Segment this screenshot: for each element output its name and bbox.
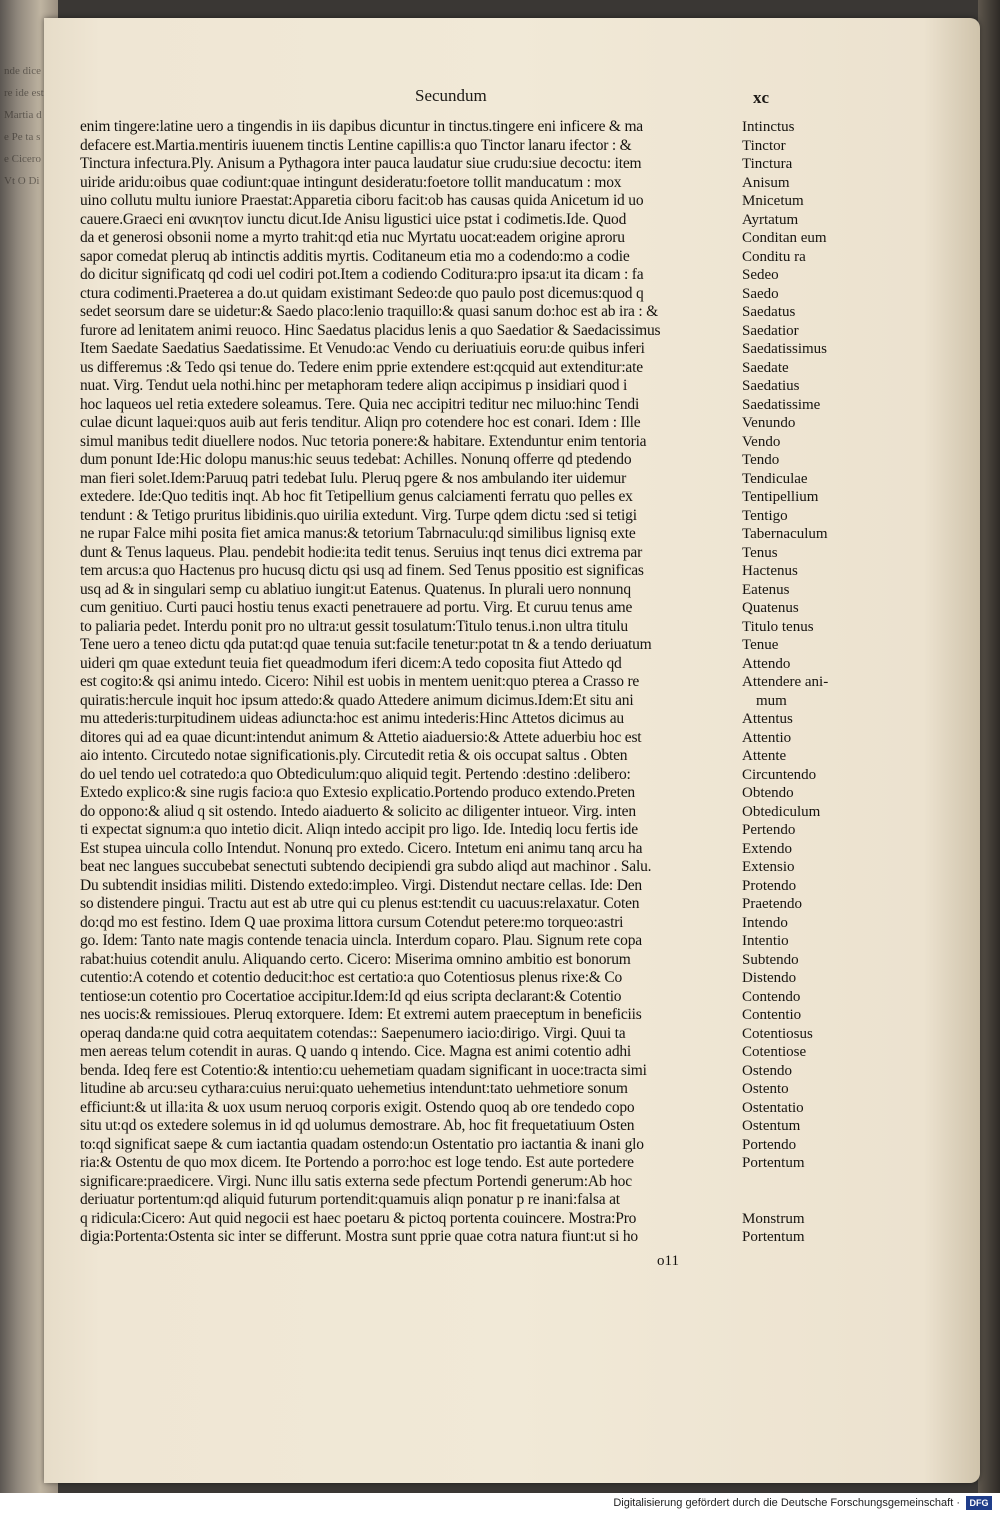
margin-note: Tabernaculum	[742, 526, 828, 542]
catchword: o11	[657, 1253, 679, 1269]
margin-note: Pertendo	[742, 822, 796, 838]
text-line: uiride aridu:oibus quae codiunt:quae intingunt desideratu:foetore tollit manducatum : mox	[80, 173, 622, 191]
margin-note: Anisum	[742, 174, 790, 191]
margin-note: Attente	[742, 748, 787, 764]
margin-spacer	[742, 1191, 882, 1210]
margin-note: Saedatissimus	[742, 341, 827, 357]
text-line: usq ad & in singulari semp cu ablatiuo iungit:ut Eatenus. Quatenus. In plurali uero nonnunq	[80, 580, 631, 598]
margin-note: Saedatissime	[742, 396, 821, 413]
margin-note: Ostentatio	[742, 1099, 804, 1116]
text-line: Extedo explico:& sine rugis facio:a quo Extesio explicatio.Portendo produco extendo.Preten	[80, 784, 635, 801]
text-line: quiratis:hercule inquit hoc ipsum attedo:& quado Attedere animum dicimus.Idem:Et situ ani	[80, 691, 634, 709]
margin-note: Attentus	[742, 711, 793, 727]
text-line: dum ponunt Ide:Hic dolopu manus:hic seuus tedebat: Achilles. Nonunq offerre qd ptedendo	[80, 451, 632, 468]
text-line: so distendere pingui. Tractu aut est ab utre qui cu plenus est:tendit cu uacuus:relaxatur. Coten	[80, 895, 640, 912]
text-line: ditores qui ad ea quae dicunt:intendut animum & Attetio aiaduersio:& Attete aduerbiu hoc est	[80, 728, 642, 746]
margin-note: Eatenus	[742, 581, 790, 598]
text-line: Tene uero a teneo dictu qda putat:qd quae tenuia sut:facile tenetur:potat tn & a tendo deriuatum	[80, 636, 652, 653]
margin-note: Extendo	[742, 840, 792, 857]
text-line: furore ad lenitatem animi reuoco. Hinc Saedatus placidus lenis a quo Saedatior & Saedacissimus	[80, 321, 661, 339]
margin-note: Contentio	[742, 1007, 802, 1023]
margin-note: Tenus	[742, 544, 778, 561]
text-line: ti expectat signum:a quo intetio dicit. Aliqn intedo accipit pro ligo. Ide. Intediq locu fertis ide	[80, 821, 638, 838]
margin-note: Subtendo	[742, 951, 799, 968]
margin-note: Intentio	[742, 933, 789, 949]
text-line: Du subtendit insidias militi. Distendo extedo:impleo. Virgi. Distendut nectare cellas. Ide: Den	[80, 876, 642, 894]
text-line: cum genitiuo. Curti pauci hostiu tenus exacti penetrauere ad portu. Virg. Et curuu tenus ame	[80, 599, 633, 616]
text-line: do dicitur significatq qd codi uel codiri pot.Item a codiendo Coditura:pro ipsa:ut ita dicam : fa	[80, 266, 644, 283]
margin-note: Contendo	[742, 988, 801, 1005]
running-head: Secundum	[415, 86, 487, 105]
text-line: Tinctura infectura.Ply. Anisum a Pythagora inter pauca laudatur siue crudu:siue decoctu: item	[80, 155, 642, 172]
margin-note: Saedo	[742, 285, 779, 302]
margin-note: Attendo	[742, 655, 791, 672]
text-line: cutentio:A cotendo et cotentio deducit:hoc est certatio:a quo Cotentiosus plenus rixe:& Co	[80, 969, 623, 986]
footer-bar	[0, 1493, 1000, 1515]
main-text-column	[80, 118, 736, 1247]
text-line: to paliaria pedet. Interdu ponit pro no ultra:ut gessit tosulatum:Titulo tenus.i.non ultra titulu	[80, 617, 628, 635]
text-line: enim tingere:latine uero a tingendis in iis dapibus dicuntur in tinctus.tingere eni inficere & ma	[80, 118, 643, 135]
margin-note: mum	[756, 692, 787, 709]
margin-note: Portendo	[742, 1136, 797, 1153]
text-line: uideri qm quae extedunt teuia fiet queadmodum iferi dicem:A tedo coposita fiut Attedo qd	[80, 654, 622, 672]
margin-note: Intendo	[742, 914, 788, 931]
margin-note: Saedatior	[742, 322, 799, 339]
text-line: efficiunt:& ut illa:ita & uox usum neruoq corporis exigit. Ostendo quoq ab ore tendedo copo	[80, 1098, 635, 1116]
text-line: culae dicunt laquei:quos auib aut feris tenditur. Aliqn pro cotendere hoc est conari. Idem : Ille	[80, 414, 641, 431]
text-line: do oppono:& aliud q sit ostendo. Intedo aiaduerto & solicito ac diligenter intueor. Virg. inten	[80, 802, 636, 820]
text-line: significare:praedicere. Virgi. Nunc illu satis externa sede pfectum Portendi generum:Ab hoc	[80, 1172, 632, 1190]
text-line: da et generosi obsonii nome a myrto trahit:qd etia nuc Myrtatu uocat:eadem origine aproru	[80, 229, 625, 246]
text-line: digia:Portenta:Ostenta sic inter se differunt. Mostra sunt pprie quae cotra natura fiunt:ut si ho	[80, 1228, 638, 1245]
text-line: ne rupar Falce mihi posita fiet amica manus:& tetorium Tabrnaculu:qd similibus lignisq exte	[80, 525, 636, 542]
margin-note: Circuntendo	[742, 766, 817, 783]
text-line: do:qd mo est festino. Idem Q uae proxima littora cursum Cotendut petere:mo torqueo:astri	[80, 913, 624, 931]
margin-note: Cotentiosus	[742, 1025, 813, 1042]
margin-note: Hactenus	[742, 563, 798, 579]
margin-note: Distendo	[742, 970, 797, 986]
margin-note: Titulo tenus	[742, 618, 814, 635]
text-line: hoc laqueos uel retia extedere soleamus. Tere. Quia nec accipitri teditur nec miluo:hinc Tendi	[80, 395, 640, 413]
margin-note: Protendo	[742, 877, 797, 894]
text-line: beat nec langues succubebat senectuti subtendo decipiendi gra subdo aliqd aut machinor . Salu.	[80, 858, 652, 875]
text-line: situ ut:qd os extedere solemus in id qd uolumus demostrare. Ab, hoc fit frequetatiuum Osten	[80, 1117, 635, 1134]
text-line: tem arcus:a quo Hactenus pro hucusq dictu qsi usq ad finem. Sed Tenus ppositio est significas	[80, 562, 644, 579]
margin-note: Extensio	[742, 859, 795, 875]
margin-note: Quatenus	[742, 600, 799, 616]
text-line: benda. Ideq fere est Cotentio:& intentio:cu uehemetiam quadam significant in uoce:tracta simi	[80, 1061, 647, 1079]
text-line: mu attederis:turpitudinem uideas adiuncta:hoc est animu intederis:Hinc Attetos dicimus au	[80, 710, 624, 727]
margin-note: Attentio	[742, 729, 792, 746]
margin-note: Intinctus	[742, 119, 795, 135]
text-line: us differemus :& Tedo qsi tenue do. Tedere enim pprie extendere est:qcquid aut extenditur:ate	[80, 358, 643, 376]
margin-note: Tentipellium	[742, 489, 819, 505]
text-line: do uel tendo uel cotratedo:a quo Obtediculum:quo aliquid tegit. Pertendo :destino :delibero:	[80, 765, 631, 783]
margin-note: Saedatus	[742, 304, 796, 320]
margin-note: Monstrum	[742, 1210, 805, 1227]
text-line: est cogito:& qsi animu intedo. Cicero: Nihil est uobis in mentem uenit:quo pterea a Crasso re	[80, 673, 640, 690]
margin-note: Saedatius	[742, 378, 800, 394]
folio-number: xc	[753, 88, 770, 107]
margin-note: Tendo	[742, 452, 780, 468]
book-fore-edge	[978, 0, 1000, 1493]
margin-note: Ostendo	[742, 1062, 792, 1079]
text-line: sapor comedat pleruq ab intinctis additis myrtis. Coditaneum etia mo a codendo:mo a codie	[80, 247, 630, 265]
margin-note: Ostentum	[742, 1118, 801, 1134]
text-line: ctura codimenti.Praeterea a do.ut quidam existimant Sedeo:de quo paulo post dicemus:quod q	[80, 284, 644, 302]
margin-note: Tenue	[742, 637, 779, 653]
margin-note: Cotentiose	[742, 1044, 807, 1060]
text-line: go. Idem: Tanto nate magis contende tenacia uincla. Interdum coparo. Plau. Signum rete copa	[80, 932, 642, 949]
previous-page-fragment: nde dicere ide est Martia de Pe ta se Cicero Vt O Di	[4, 65, 44, 187]
margin-note: Tinctura	[742, 156, 793, 172]
margin-note: Mnicetum	[742, 193, 804, 209]
text-line: to:qd significat saepe & cum iactantia quadam ostendo:un Ostentatio pro iactantia & inani glo	[80, 1135, 644, 1153]
margin-note: Tinctor	[742, 137, 786, 154]
text-line: dunt & Tenus laqueus. Plau. pendebit hodie:ita tedit tenus. Seruius inqt tenus dici extrema par	[80, 543, 643, 561]
text-line: defacere est.Martia.mentiris iuuenem tinctis Lentine capillis:a quo Tinctor lanaru ifector : &	[80, 136, 632, 154]
text-line: extedere. Ide:Quo teditis inqt. Ab hoc fit Tetipellium genus calciamenti ferratu quo pelles ex	[80, 488, 633, 505]
text-line: Est stupea uincula collo Intendut. Nonunq pro extedo. Cicero. Intetum eni animu tanq arcu ha	[80, 839, 643, 857]
margin-note: Tentigo	[742, 507, 788, 524]
margin-note: Attendere ani-	[742, 674, 829, 690]
margin-note: Ayrtatum	[742, 211, 799, 228]
margin-note: Praetendo	[742, 896, 802, 912]
text-line: nuat. Virg. Tendut uela nothi.hinc per metaphoram tedere aliqn accipimus p insidiari quod i	[80, 377, 628, 394]
margin-note: Venundo	[742, 415, 796, 431]
margin-note: Portentum	[742, 1229, 805, 1245]
margin-note: Portentum	[742, 1155, 805, 1171]
margin-note: Saedate	[742, 359, 789, 376]
text-line: uino collutu multu iuniore Praestat:Apparetia ciboru facit:ob has causas quida Anicetum id uo	[80, 192, 644, 209]
margin-note: Sedeo	[742, 267, 779, 283]
margin-note: Conditu ra	[742, 248, 806, 265]
text-line: sedet seorsum dare se uidetur:& Saedo placo:lenio traquillo:& quasi sanum do:hoc est ab ira : &	[80, 303, 659, 320]
text-line: deriuatur portentum:qd aliquid futurum portendit:quamuis aliqn ponatur p re inani:falsa at	[80, 1191, 620, 1208]
margin-note: Tendiculae	[742, 470, 808, 487]
text-line: litudine ab arcu:seu cythara:cuius nerui:quato uehemetius intendunt:tato uehmetiore sonum	[80, 1080, 628, 1097]
text-line: tendunt : & Tetigo pruritus libidinis.quo uirilia extedunt. Virg. Turpe qdem dictu :sed si tetigi	[80, 506, 637, 524]
dfg-logo: DFG	[966, 1496, 992, 1510]
text-line: aio intento. Circutedo notae significationis.ply. Circutedit retia & ois occupat saltus . Obten	[80, 747, 628, 764]
text-line: rabat:huius cotendit anulu. Aliquando certo. Cicero: Miserima omnino ambitio est bonorum	[80, 950, 631, 968]
margin-note: Conditan eum	[742, 230, 827, 246]
margin-note: Obtendo	[742, 785, 794, 801]
text-line: q ridicula:Cicero: Aut quid negocii est haec poetaru & pictoq portenta couincere. Mostra:Pro	[80, 1209, 637, 1227]
text-line: tentiose:un cotentio pro Cocertatioe accipitur.Idem:Id qd eius scripta declarant:& Cotentio	[80, 987, 622, 1005]
marginal-notes-column	[742, 118, 882, 1247]
margin-spacer	[742, 1173, 882, 1192]
margin-note: Vendo	[742, 433, 781, 450]
text-line: cauere.Graeci eni ανικητον iunctu dicut.Ide Anisu ligustici uice pstat i codimetis.Ide. Quod	[80, 210, 627, 228]
text-line: ria:& Ostentu de quo mox dicem. Ite Portendo a porro:hoc est loge tendo. Est aute portedere	[80, 1154, 634, 1171]
text-line: nes uocis:& remissioues. Pleruq extorquere. Idem: Et extremi autem praeceptum in beneficiis	[80, 1006, 642, 1023]
margin-note: Ostento	[742, 1081, 789, 1097]
text-line: Item Saedate Saedatius Saedatissime. Et Venudo:ac Vendo cu deriuatiuis eoru:de quibus inferi	[80, 340, 645, 357]
funding-credit: Digitalisierung gefördert durch die Deutsche Forschungsgemeinschaft ·	[613, 1497, 960, 1509]
margin-note: Obtediculum	[742, 803, 821, 820]
text-line: man fieri solet.Idem:Paruuq patri tedebat Iulu. Pleruq pgere & nos ambulando iter uidemur	[80, 469, 627, 487]
text-line: men aereas telum cotendit in auras. Q uando q intendo. Cice. Magna est animi cotentio adhi	[80, 1043, 632, 1060]
text-line: operaq danda:ne quid cotra aequitatem cotendas:: Saepenumero iacio:dirigo. Virgi. Quui ta	[80, 1024, 626, 1042]
text-line: simul manibus tedit diuellere nodos. Nuc tetoria ponere:& habitare. Extenduntur enim tentoria	[80, 432, 647, 450]
